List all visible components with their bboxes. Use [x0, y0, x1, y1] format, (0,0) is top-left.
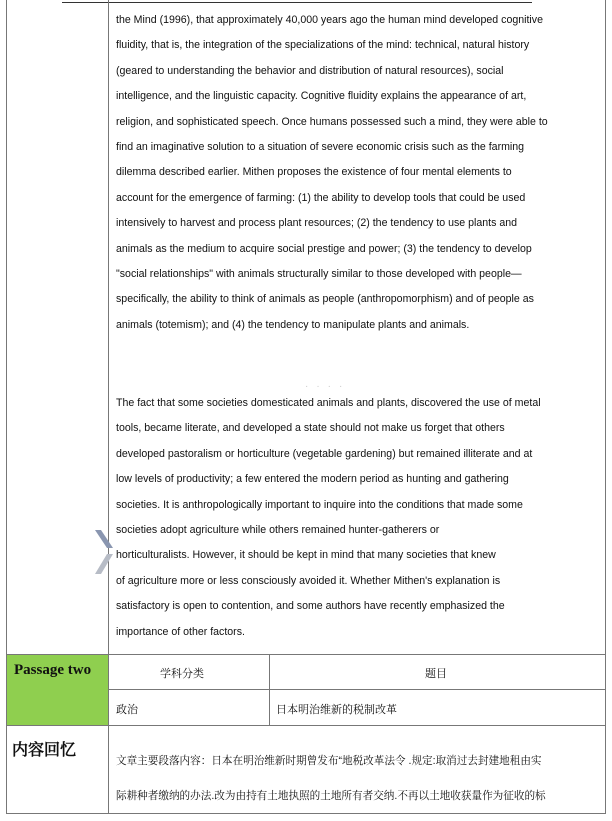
- text-line: low levels of productivity; a few entered the modern period as hunting and gathering: [116, 473, 509, 486]
- table-row-divider: [108, 689, 606, 690]
- text-line: developed pastoralism or horticulture (vegetable gardening) but remained illiterate and at: [116, 447, 533, 460]
- paragraph-2: [116, 391, 602, 645]
- text-line: importance of other factors.: [116, 625, 245, 638]
- title-header: 题目: [425, 668, 447, 680]
- recall-line: 文章主要段落内容：日本在明治维新时期曾发布“地税改革法令 .规定:取消过去封建地租由实: [116, 755, 542, 767]
- table-row-divider: [6, 725, 606, 726]
- faint-dots: ····: [305, 381, 351, 392]
- text-line: dilemma described earlier. Mithen proposes the existence of four mental elements to: [116, 166, 512, 179]
- paragraph-1: [116, 8, 602, 338]
- text-line: intensively to harvest and process plant resources; (2) the tendency to use plants and: [116, 217, 518, 230]
- text-line: satisfactory is open to contention, and some authors have recently emphasized the: [116, 600, 505, 613]
- recall-label: 内容回忆: [12, 742, 77, 759]
- text-line: horticulturalists. However, it should be kept in mind that many societies that knew: [116, 549, 496, 562]
- text-line: intelligence, and the linguistic capacity. Cognitive fluidity explains the appearance of art,: [116, 90, 527, 103]
- recall-line: 际耕种者缴纳的办法.改为由持有土地执照的土地所有者交纳.不再以土地收获量作为征收的标: [116, 790, 546, 802]
- text-line: fluidity, that is, the integration of the specializations of the mind: technical, natural history: [116, 39, 530, 52]
- text-line: the Mind (1996), that approximately 40,000 years ago the human mind developed cognitive: [116, 14, 543, 26]
- text-line: societies adopt agriculture while others remained hunter-gatherers or: [116, 524, 440, 537]
- table-border-right: [605, 0, 606, 814]
- text-line: religion, and sophisticated speech. Once humans possessed such a mind, they were able to: [116, 115, 548, 128]
- table-border-bottom: [6, 813, 606, 814]
- subject-value: 政治: [116, 704, 138, 716]
- text-line: societies. It is anthropologically important to inquire into the conditions that made some: [116, 498, 523, 511]
- text-line: tools, became literate, and developed a state should not make us forget that others: [116, 422, 505, 435]
- title-value: 日本明治维新的税制改革: [276, 704, 397, 716]
- passage-label: Passage two: [14, 662, 92, 678]
- text-line: account for the emergence of farming: (1) the ability to develop tools that could be used: [116, 191, 526, 204]
- table-column-divider: [108, 0, 109, 814]
- top-rule: [62, 2, 532, 3]
- text-line: find an imaginative solution to a situation of severe economic crisis such as the farming: [116, 141, 525, 154]
- text-line: animals as the medium to acquire social prestige and power; (3) the tendency to develop: [116, 242, 532, 255]
- text-line: specifically, the ability to think of animals as people (anthropomorphism) and of people as: [116, 293, 534, 306]
- text-line: The fact that some societies domesticated animals and plants, discovered the use of metal: [116, 397, 541, 409]
- text-line: animals (totemism); and (4) the tendency to manipulate plants and animals.: [116, 318, 470, 331]
- text-line: (geared to understanding the behavior and distribution of natural resources), social: [116, 64, 504, 77]
- text-line: of agriculture more or less consciously avoided it. Whether Mithen's explanation is: [116, 574, 501, 587]
- text-line: "social relationships" with animals structurally similar to those developed with people—: [116, 268, 522, 281]
- watermark-mark: [93, 528, 115, 576]
- subject-header: 学科分类: [160, 668, 204, 680]
